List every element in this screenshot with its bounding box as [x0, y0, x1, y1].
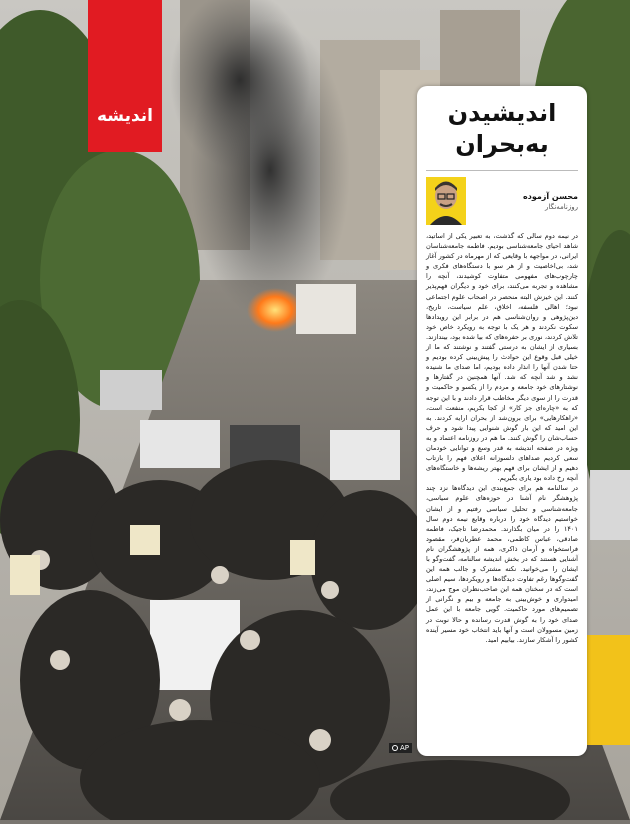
- article-body: [426, 231, 578, 645]
- author-role: روزنامه‌نگار: [544, 202, 578, 211]
- author-block: [472, 192, 578, 211]
- section-tag: [88, 0, 162, 152]
- section-label: اندیشه: [96, 106, 154, 126]
- headline-line-2: به‌بحران: [455, 130, 549, 158]
- headline-line-1: اندیشیدن: [447, 99, 557, 127]
- camera-icon: [392, 745, 398, 751]
- body-paragraph: در سالنامه هم برای جمع‌بندی این دیدگاه‌ها نزد چند پژوهشگر نام آشنا در حوزه‌های علوم سیاسی، جامعه‌شناسی و تحلیل سیاسی رفتیم و از ایشان خواستیم دیدگاه خود را درباره وقایع نیمه دوم سال ۱۴۰۱ را در میان بگذارند. محمدرضا تاجیک، فاطمه صادقی، عباس کاظمی، محمد عطریان‌فر، مقصود فراستخواه و آرمان ذاکری، همه از پژوهشگران نام آشنایی هستند که در بخش اندیشه سالنامه، گفت‌وگو با ایشان را می‌خوانید. نکته مشترک و جالب همه این گفت‌وگوها رغم تفاوت دیدگاه‌ها و رویکردها، سیم اصلی است که در سخنان همه این صاحب‌نظران موج می‌زند، امیدواری و خوش‌بینی به جامعه و بیم و نگرانی از تصمیم‌های مورد حاکمیت. گویی جامعه با این عمل صدای خود را به گوش قدرت رسانده و حالا نوبت در زمین مسوولان است و آنها باید انتخاب خود مسیر آینده کشور را آشکار سازند. بیابیم امید.: [426, 484, 578, 644]
- photo-credit: [389, 743, 412, 753]
- author-name: محسن آزموده: [523, 191, 578, 201]
- photo-credit-label: AP: [400, 744, 410, 752]
- author-portrait: [426, 177, 466, 225]
- article-card: [417, 86, 587, 756]
- byline: [426, 170, 578, 225]
- body-paragraph: در نیمه دوم سالی که گذشت، به تعبیر یکی از اساتید، شاهد احیای جامعه‌شناسی بودیم. فاطمه جامعه‌شناسان ایرانی، در مواجهه با وقایعی که از مهرماه در کشور آغاز شد، بی‌اخاصیت و از هر سو با دستگاه‌های فکری و چارچوب‌های مفهومی متفاوت کوشیدند، آنچه را مشاهده و تجربه می‌کنند، برای خود و دیگران فهم‌پذیر کنند. این خیزش البته منحصر در اصحاب علوم اجتماعی نبود؛ اهالی فلسفه، اخلاق، علم سیاست، تاریخ، دین‌پژوهی و روان‌شناسی هم در برابر این رویدادها سکوت نکردند و هر یک با توجه به رویکرد خاص خود تلاش کردند، نوری بر حفره‌های که بیا شده بود، بیندازند. بسیاری از ایشان به درستی گفتند و نوشتند که ما از خیلی قبل وقوع این حوادث را پیش‌بینی کرده بودیم و حتا شدن آنها را انذار داده بودیم، اما صدای ما شنیده نشد و شد آنچه که شد. آنها همچنین در گفتارها و نوشتارهای خود جامعه و مردم را از یکسو و حاکمیت و قدرت را از سوی دیگر مخاطب قرار دادند و با این توجه که به «چاره‌ای جز کار» از کجا بکریم، منفعت است، «راهکارهایی» برای برون‌شد از بحران ارایه کردند. به این امید که این بار گوش شنوایی پیدا شود و حرف حساب‌شان را گوش کنند. ما هم در روزنامه اعتماد و به ویژه در صفحه اندیشه به قدر وسع و توانایی خودمان سعی کردیم صداهای دلسوزانه اعلای فهم را بازتاب دهیم و از ایشان برای فهم بهتر ریشه‌ها و خاستگاه‌های آنچه رخ داده بود یاری بگیریم.: [426, 232, 578, 483]
- article-headline: [426, 98, 578, 160]
